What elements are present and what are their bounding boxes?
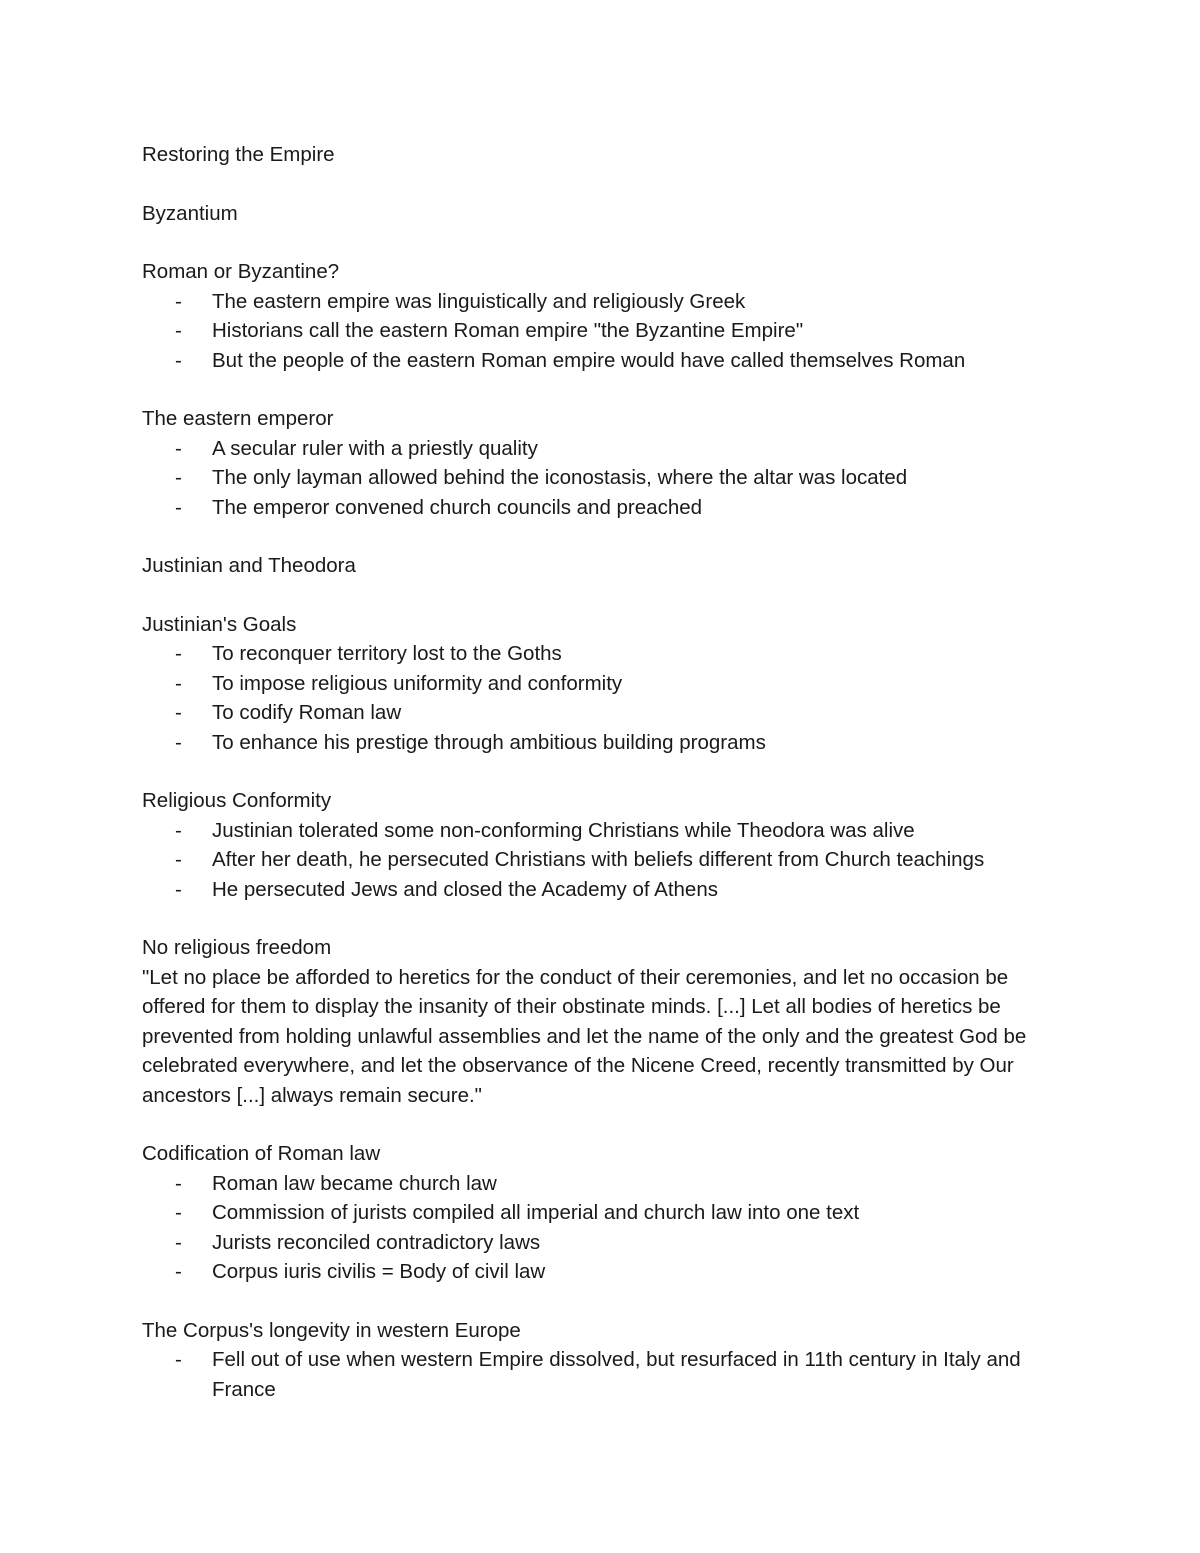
- bullet-dash: -: [175, 642, 182, 665]
- list-item: [142, 728, 1062, 758]
- list-item: [142, 346, 1062, 376]
- blank-line: [142, 522, 1062, 551]
- list-item: [142, 669, 1062, 699]
- quote-paragraph: "Let no place be afforded to heretics for the conduct of their ceremonies, and let no occasion be offered for them to display the insanity of their obstinate minds. [...] Let all bodies of heretics be prevented from holding unlawful assemblies and let the name of the only and the greatest God be celebrated everywhere, and let the observance of the Nicene Creed, recently transmitted by Our ancestors [...] always remain secure.": [142, 965, 1027, 1107]
- bullet-dash: -: [175, 289, 182, 313]
- list-item-text: The only layman allowed behind the iconostasis, where the altar was located: [212, 466, 908, 489]
- document-body: [142, 140, 1062, 1404]
- section-heading: Byzantium: [142, 201, 238, 225]
- list-item-text: Fell out of use when western Empire dissolved, but resurfaced in 11th century in Italy and France: [212, 1348, 1021, 1401]
- bullet-list: [142, 639, 1062, 757]
- list-item: [142, 493, 1062, 523]
- list-item: [142, 1169, 1062, 1199]
- bullet-dash: -: [175, 1260, 182, 1283]
- bullet-dash: -: [175, 701, 182, 724]
- section-heading: Roman or Byzantine?: [142, 260, 340, 283]
- list-item: [142, 316, 1062, 346]
- list-item: [142, 698, 1062, 728]
- list-item: [142, 434, 1062, 464]
- bullet-list: [142, 1169, 1062, 1287]
- section-heading: The Corpus's longevity in western Europe: [142, 1318, 521, 1342]
- section-heading: Religious Conformity: [142, 789, 332, 812]
- list-item: [142, 1228, 1062, 1258]
- bullet-list: [142, 1345, 1062, 1404]
- list-item: [142, 845, 1062, 875]
- bullet-dash: -: [175, 319, 182, 342]
- blank-line: [142, 170, 1062, 199]
- list-item-text: But the people of the eastern Roman empire would have called themselves Roman: [212, 348, 966, 372]
- list-item-text: He persecuted Jews and closed the Academy of Athens: [212, 877, 718, 901]
- list-item: [142, 816, 1062, 846]
- blank-line: [142, 1110, 1062, 1139]
- section-heading: No religious freedom: [142, 936, 332, 959]
- bullet-dash: -: [175, 1201, 182, 1224]
- bullet-dash: -: [175, 1348, 182, 1371]
- document-title: Restoring the Empire: [142, 143, 335, 166]
- list-item-text: After her death, he persecuted Christians with beliefs different from Church teachings: [212, 848, 985, 871]
- bullet-dash: -: [175, 671, 182, 695]
- list-item: [142, 1257, 1062, 1287]
- list-item-text: Jurists reconciled contradictory laws: [212, 1230, 541, 1254]
- bullet-list: [142, 287, 1062, 376]
- list-item-text: Commission of jurists compiled all imperial and church law into one text: [212, 1201, 860, 1224]
- bullet-dash: -: [175, 495, 182, 519]
- list-item-text: The eastern empire was linguistically and religiously Greek: [212, 289, 746, 313]
- list-item-text: To reconquer territory lost to the Goths: [212, 642, 562, 665]
- blank-line: [142, 375, 1062, 404]
- blank-line: [142, 1287, 1062, 1316]
- list-item-text: Corpus iuris civilis = Body of civil law: [212, 1260, 546, 1283]
- list-item-text: The emperor convened church councils and preached: [212, 495, 703, 519]
- list-item: [142, 875, 1062, 905]
- section-heading: The eastern emperor: [142, 407, 334, 430]
- bullet-dash: -: [175, 436, 182, 460]
- list-item-text: A secular ruler with a priestly quality: [212, 436, 538, 460]
- list-item-text: To impose religious uniformity and conformity: [212, 671, 623, 695]
- section-heading: Justinian's Goals: [142, 612, 297, 636]
- bullet-dash: -: [175, 1171, 182, 1195]
- bullet-dash: -: [175, 1230, 182, 1254]
- list-item: [142, 463, 1062, 493]
- list-item-text: Justinian tolerated some non-conforming Christians while Theodora was alive: [212, 818, 915, 842]
- section-heading: Codification of Roman law: [142, 1142, 381, 1165]
- blank-line: [142, 581, 1062, 610]
- bullet-dash: -: [175, 466, 182, 489]
- bullet-dash: -: [175, 348, 182, 372]
- section-heading: Justinian and Theodora: [142, 554, 356, 577]
- list-item: [142, 639, 1062, 669]
- list-item: [142, 1345, 1062, 1404]
- list-item-text: To enhance his prestige through ambitious building programs: [212, 730, 766, 754]
- list-item-text: Historians call the eastern Roman empire "the Byzantine Empire": [212, 319, 804, 342]
- bullet-dash: -: [175, 818, 182, 842]
- bullet-dash: -: [175, 877, 182, 901]
- blank-line: [142, 904, 1062, 933]
- bullet-dash: -: [175, 730, 182, 754]
- list-item-text: To codify Roman law: [212, 701, 402, 724]
- list-item: [142, 287, 1062, 317]
- list-item: [142, 1198, 1062, 1228]
- bullet-list: [142, 816, 1062, 905]
- bullet-list: [142, 434, 1062, 523]
- blank-line: [142, 757, 1062, 786]
- blank-line: [142, 228, 1062, 257]
- bullet-dash: -: [175, 848, 182, 871]
- list-item-text: Roman law became church law: [212, 1171, 497, 1195]
